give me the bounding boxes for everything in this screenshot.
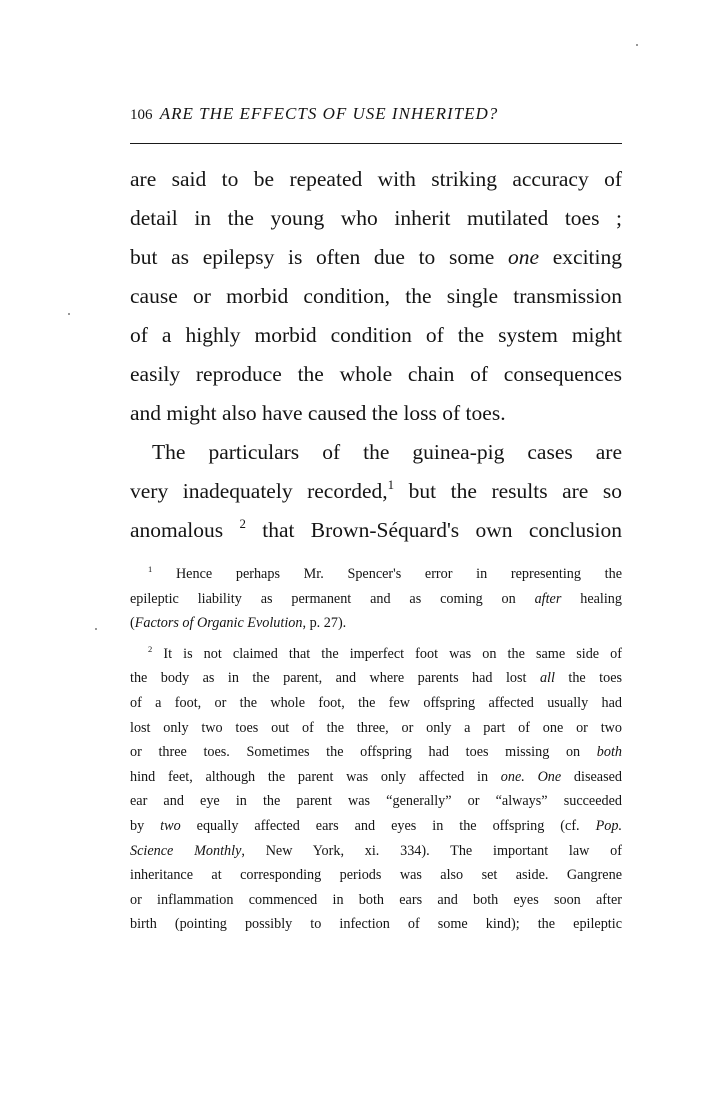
page-number: 106 [130, 107, 153, 123]
footnote-line: birth (pointing possibly to infection of some kind); the epileptic [130, 916, 622, 933]
body-line: The particulars of the guinea-pig cases are [152, 440, 622, 464]
footnote-line: inheritance at corresponding periods was also set aside. Gangrene [130, 867, 622, 884]
book-page [130, 0, 622, 1112]
running-title: ARE THE EFFECTS OF USE INHERITED? [159, 104, 499, 123]
body-line: easily reproduce the whole chain of consequences [130, 362, 622, 386]
scan-speck [68, 313, 70, 315]
footnote-line: (Factors of Organic Evolution, p. 27). [130, 615, 347, 632]
body-line: anomalous $^2$ that Brown-Séquard's own conclusion [130, 516, 622, 542]
body-line: very inadequately recorded,$^1$ but the results are so [130, 477, 622, 503]
footnote-line: the body as in the parent, and where parents had lost all the toes [130, 670, 623, 687]
footnote-line: ear and eye in the parent was “generally” or “always” succeeded [130, 793, 622, 810]
footnote-1: $^1$ Hence perhaps Mr. Spencer's error in representing the [148, 564, 623, 582]
footnote-line: or three toes. Sometimes the offspring had toes missing on both [130, 744, 622, 761]
body-text [130, 160, 622, 550]
footnote-ref: 1 [387, 477, 395, 492]
footnote-line: of a foot, or the whole foot, the few offspring affected usually had [130, 694, 622, 711]
body-line: and might also have caused the loss of toes. [130, 401, 506, 425]
footnote-ref: 2 [239, 516, 246, 531]
body-line: cause or morbid condition, the single transmission [130, 284, 622, 308]
footnote-line: or inflammation commenced in both ears and both eyes soon after [130, 891, 622, 908]
footnote-line: hind feet, although the parent was only affected in one. One diseased [130, 768, 622, 785]
body-line: of a highly morbid condition of the system might [130, 323, 622, 347]
footnote-line: lost only two toes out of the three, or only a part of one or two [130, 719, 622, 736]
footnote-line: epileptic liability as permanent and as coming on after healing [130, 590, 622, 607]
scan-speck [95, 628, 97, 630]
body-line: but as epilepsy is often due to some one exciting [130, 245, 622, 269]
footnote-2: $^2$ It is not claimed that the imperfect foot was on the same side of [148, 643, 623, 662]
running-header [130, 104, 622, 132]
footnote-line: Science Monthly, New York, xi. 334). The important law of [130, 842, 622, 859]
scan-speck [636, 44, 638, 46]
header-rule [130, 143, 622, 144]
footnotes [130, 562, 622, 937]
body-line: detail in the young who inherit mutilated toes ; [130, 206, 622, 230]
body-line: are said to be repeated with striking accuracy of [130, 167, 622, 191]
footnote-line: by two equally affected ears and eyes in the offspring (cf. Pop. [130, 817, 622, 834]
